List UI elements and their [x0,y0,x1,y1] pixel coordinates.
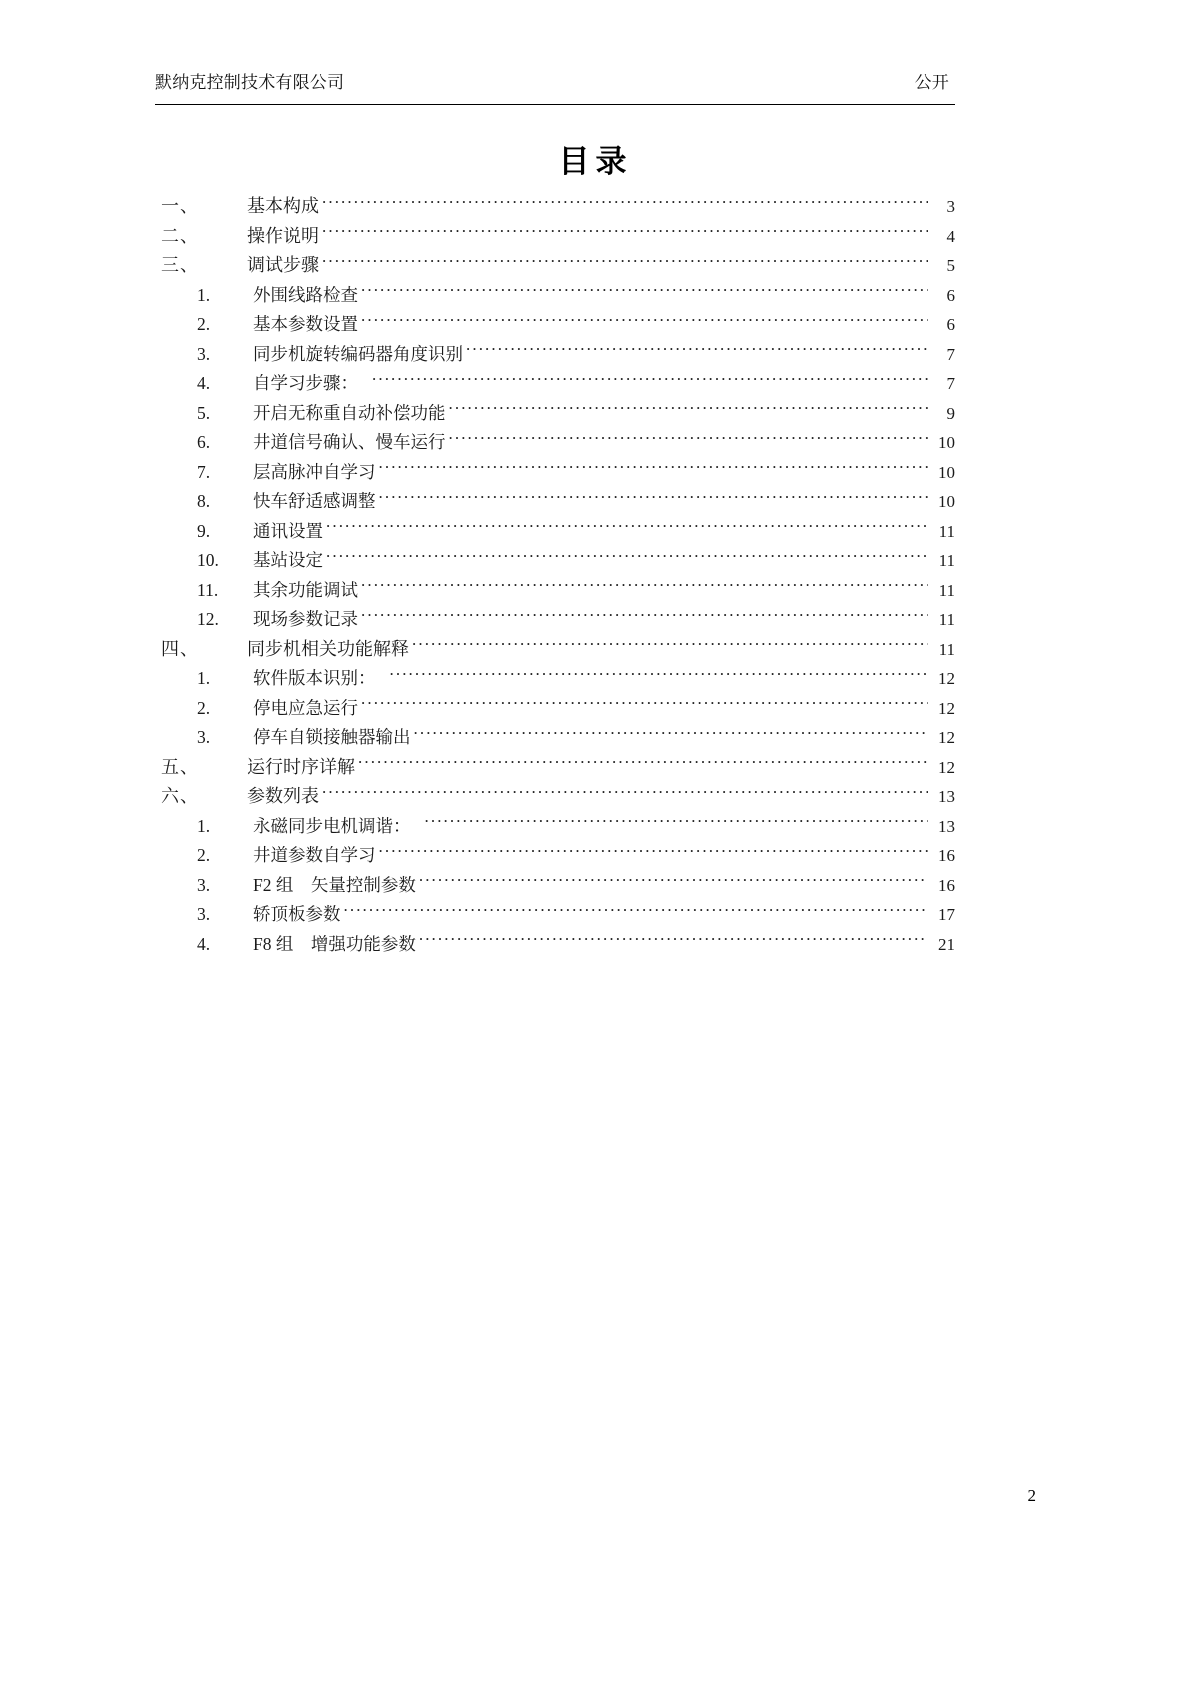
toc-entry-number: 2. [197,697,211,718]
toc-entry-title: 永磁同步电机调谐： [253,815,411,836]
toc-dot-leader [449,401,929,419]
toc-entry[interactable] [155,576,955,606]
toc-entry-page-number: 10 [938,433,955,452]
toc-entry-title: 快车舒适感调整 [253,491,376,511]
toc-entry[interactable] [155,192,955,222]
toc-dot-leader [326,519,928,537]
page-header [155,72,955,94]
toc-entry-title: 开启无称重自动补偿功能 [253,402,446,423]
toc-entry-title: 通讯设置 [253,520,323,541]
toc-entry[interactable] [155,251,955,281]
toc-entry-page-number: 16 [938,875,955,895]
toc-dot-leader [322,194,928,212]
toc-entry-number: 三、 [161,255,199,275]
toc-dot-leader [379,490,929,508]
toc-entry-number: 4. [197,373,211,393]
toc-dot-leader [419,873,928,891]
toc-entry-number: 11. [197,579,219,600]
toc-entry-number: 1. [197,815,211,836]
toc-entry-page-number: 12 [938,728,955,747]
toc-entry[interactable] [155,487,955,517]
toc-dot-leader [379,460,929,478]
toc-dot-leader [361,283,928,301]
toc-entry[interactable] [155,871,955,901]
toc-dot-leader [449,431,929,449]
toc-entry[interactable] [155,664,955,694]
toc-entry[interactable] [155,369,955,399]
toc-dot-leader [425,814,929,832]
toc-entry-title: 运行时序详解 [247,756,355,777]
page-title: 目录 [558,144,633,179]
toc-entry-page-number: 11 [938,610,955,629]
toc-entry-title: 基本构成 [247,196,319,216]
toc-entry-title: 井道参数自学习 [253,845,376,865]
toc-entry[interactable] [155,605,955,635]
toc-entry-page-number: 16 [938,846,955,865]
toc-entry-title: 基站设定 [253,550,323,570]
toc-dot-leader [379,844,929,862]
toc-entry-page-number: 5 [946,256,955,275]
toc-entry[interactable] [155,723,955,753]
toc-entry-title: F2 组 矢量控制参数 [253,874,416,895]
toc-entry-page-number: 11 [938,639,955,659]
toc-entry-title: F8 组 增强功能参数 [253,933,416,954]
toc-entry-page-number: 10 [938,492,955,511]
toc-entry-title: 操作说明 [247,225,319,246]
toc-entry-page-number: 17 [938,905,955,924]
toc-entry-number: 2. [197,314,211,334]
toc-entry-title: 层高脉冲自学习 [253,461,376,482]
toc-entry-number: 4. [197,933,211,954]
toc-entry-number: 3. [197,727,211,747]
toc-entry-page-number: 7 [946,374,955,393]
toc-entry-title: 轿顶板参数 [253,904,341,924]
toc-entry-page-number: 6 [946,285,955,305]
toc-entry-number: 5. [197,402,211,423]
toc-dot-leader [361,578,928,596]
toc-entry[interactable] [155,310,955,340]
toc-entry[interactable] [155,222,955,252]
toc-entry[interactable] [155,812,955,842]
toc-dot-leader [361,696,928,714]
toc-dot-leader [326,549,928,567]
toc-entry-number: 二、 [161,225,199,246]
toc-entry-page-number: 13 [938,816,955,836]
toc-entry-number: 2. [197,845,211,865]
toc-entry-number: 8. [197,491,211,511]
toc-entry[interactable] [155,458,955,488]
toc-entry-number: 12. [197,609,219,629]
toc-dot-leader [412,637,928,655]
toc-entry-page-number: 11 [938,580,955,600]
toc-entry-page-number: 10 [938,462,955,482]
toc-entry[interactable] [155,900,955,930]
toc-entry-title: 参数列表 [247,786,319,806]
toc-entry-number: 6. [197,432,211,452]
toc-dot-leader [361,608,928,626]
toc-entry-number: 一、 [161,196,199,216]
toc-entry[interactable] [155,428,955,458]
toc-entry-title: 基本参数设置 [253,314,358,334]
toc-entry-page-number: 11 [938,551,955,570]
toc-entry-page-number: 6 [946,315,955,334]
toc-entry-page-number: 11 [938,521,955,541]
toc-entry[interactable] [155,841,955,871]
toc-entry-title: 现场参数记录 [253,609,358,629]
toc-entry-page-number: 12 [938,669,955,688]
header-classification-label: 公开 [914,73,949,92]
toc-entry-title: 停车自锁接触器输出 [253,727,411,747]
toc-entry-number: 7. [197,461,211,482]
toc-entry-title: 外围线路检查 [253,284,358,305]
toc-dot-leader [344,903,929,921]
toc-entry[interactable] [155,281,955,311]
toc-entry-title: 同步机旋转编码器角度识别 [253,343,463,364]
toc-entry[interactable] [155,517,955,547]
toc-entry-page-number: 9 [946,403,955,423]
toc-entry-number: 3. [197,874,211,895]
toc-dot-leader [322,784,928,802]
toc-entry-page-number: 3 [946,197,955,216]
toc-dot-leader [390,667,929,685]
toc-entry-number: 六、 [161,786,199,806]
toc-entry-page-number: 21 [938,934,955,954]
toc-entry-page-number: 7 [946,344,955,364]
toc-dot-leader [414,726,929,744]
table-of-contents [155,192,955,959]
toc-entry-number: 3. [197,343,211,364]
header-divider [155,104,955,105]
toc-entry[interactable] [155,782,955,812]
toc-entry-page-number: 13 [938,787,955,806]
toc-entry[interactable] [155,753,955,783]
toc-entry[interactable] [155,635,955,665]
toc-entry-number: 10. [197,550,219,570]
header-company-name: 默纳克控制技术有限公司 [155,73,345,92]
toc-dot-leader [419,932,928,950]
toc-entry-page-number: 12 [938,757,955,777]
toc-entry[interactable] [155,399,955,429]
toc-entry-title: 软件版本识别： [253,668,376,688]
toc-dot-leader [372,372,928,390]
toc-entry[interactable] [155,546,955,576]
toc-entry-title: 同步机相关功能解释 [247,638,409,659]
toc-dot-leader [361,313,928,331]
toc-entry[interactable] [155,694,955,724]
toc-entry-number: 1. [197,668,211,688]
toc-entry-number: 9. [197,520,211,541]
toc-entry-title: 井道信号确认、慢车运行 [253,432,446,452]
toc-entry-number: 3. [197,904,211,924]
toc-dot-leader [322,224,928,242]
toc-entry[interactable] [155,340,955,370]
footer-page-number: 2 [1027,1486,1036,1505]
toc-entry-title: 其余功能调试 [253,579,358,600]
toc-entry-number: 四、 [161,638,199,659]
toc-dot-leader [322,253,928,271]
toc-entry-title: 停电应急运行 [253,697,358,718]
toc-dot-leader [358,755,928,773]
toc-entry-page-number: 4 [946,226,955,246]
toc-entry-page-number: 12 [938,698,955,718]
toc-dot-leader [466,342,928,360]
toc-entry-title: 自学习步骤： [253,373,358,393]
toc-entry[interactable] [155,930,955,960]
toc-entry-number: 五、 [161,756,199,777]
toc-entry-title: 调试步骤 [247,255,319,275]
toc-entry-number: 1. [197,284,211,305]
